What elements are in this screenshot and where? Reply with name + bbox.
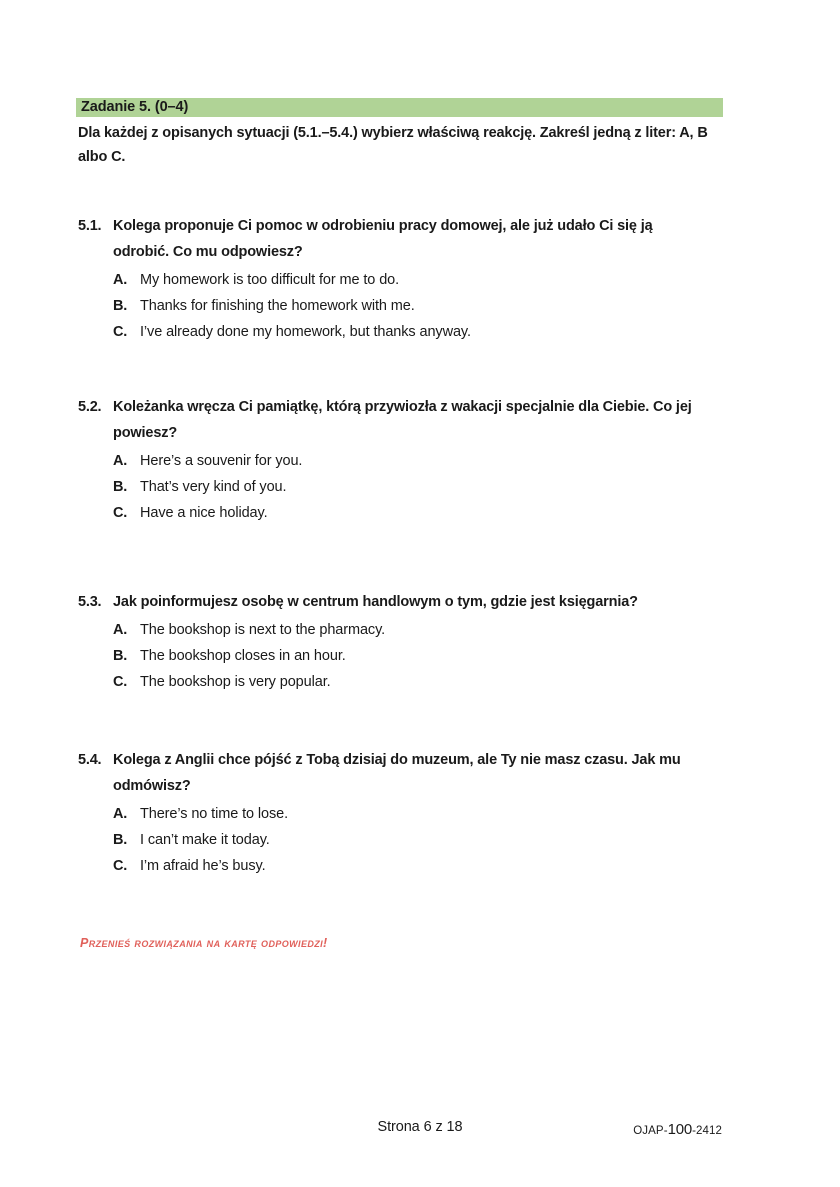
option-letter[interactable]: C. — [113, 674, 128, 690]
page-footer — [0, 1119, 840, 1141]
option-row[interactable] — [0, 293, 840, 319]
option-row[interactable] — [0, 827, 840, 853]
question-block-5-2 — [0, 394, 840, 526]
option-row[interactable] — [0, 319, 840, 345]
option-row[interactable] — [0, 500, 840, 526]
option-letter[interactable]: A. — [113, 272, 128, 288]
question-text: Kolega proponuje Ci pomoc w odrobieniu pracy domowej, ale już udało Ci się ją odrobić. Co mu odpowiesz? — [113, 218, 653, 260]
option-row[interactable] — [0, 669, 840, 695]
option-text: I can’t make it today. — [140, 832, 270, 848]
option-row[interactable] — [0, 853, 840, 879]
question-number: 5.1. — [78, 218, 102, 234]
option-row[interactable] — [0, 617, 840, 643]
option-text: Here’s a souvenir for you. — [140, 453, 303, 469]
option-letter[interactable]: B. — [113, 832, 128, 848]
option-text: The bookshop is next to the pharmacy. — [140, 622, 386, 638]
option-row[interactable] — [0, 267, 840, 293]
option-letter[interactable]: B. — [113, 479, 128, 495]
question-block-5-4 — [0, 747, 840, 879]
question-prompt-row — [0, 213, 840, 265]
option-text: My homework is too difficult for me to do. — [140, 272, 400, 288]
option-letter[interactable]: C. — [113, 858, 128, 874]
option-text: I’ve already done my homework, but thanks anyway. — [140, 324, 471, 340]
question-text: Jak poinformujesz osobę w centrum handlowym o tym, gdzie jest księgarnia? — [113, 594, 638, 610]
option-text: I’m afraid he’s busy. — [140, 858, 266, 874]
option-list — [0, 801, 840, 879]
option-text: The bookshop closes in an hour. — [140, 648, 346, 664]
transfer-answers-note: Przenieś rozwiązania na kartę odpowiedzi! — [80, 936, 328, 950]
option-letter[interactable]: A. — [113, 622, 128, 638]
question-block-5-3 — [0, 589, 840, 695]
option-text: That’s very kind of you. — [140, 479, 287, 495]
option-row[interactable] — [0, 448, 840, 474]
question-prompt-row — [0, 394, 840, 446]
option-list — [0, 617, 840, 695]
task-instruction-text: Dla każdej z opisanych sytuacji (5.1.–5.4.) wybierz właściwą reakcję. Zakreśl jedną z liter: A, B albo C. — [78, 125, 708, 165]
option-row[interactable] — [0, 643, 840, 669]
page-number-label: Strona 6 z 18 — [377, 1119, 463, 1135]
option-letter[interactable]: A. — [113, 453, 128, 469]
option-letter[interactable]: C. — [113, 324, 128, 340]
option-list — [0, 448, 840, 526]
option-text: There’s no time to lose. — [140, 806, 289, 822]
option-list — [0, 267, 840, 345]
option-letter[interactable]: C. — [113, 505, 128, 521]
task-header-label: Zadanie 5. (0–4) — [81, 99, 189, 115]
exam-code-middle: 100 — [667, 1121, 693, 1138]
exam-code-prefix: OJAP- — [633, 1125, 668, 1137]
question-number: 5.2. — [78, 399, 102, 415]
exam-code-suffix: -2412 — [692, 1125, 722, 1137]
option-text: Have a nice holiday. — [140, 505, 268, 521]
option-letter[interactable]: B. — [113, 648, 128, 664]
option-text: The bookshop is very popular. — [140, 674, 331, 690]
question-number: 5.3. — [78, 594, 102, 610]
option-row[interactable] — [0, 474, 840, 500]
option-text: Thanks for finishing the homework with me. — [140, 298, 415, 314]
question-block-5-1 — [0, 213, 840, 345]
question-text: Koleżanka wręcza Ci pamiątkę, którą przywiozła z wakacji specjalnie dla Ciebie. Co jej powiesz? — [113, 399, 692, 441]
option-letter[interactable]: B. — [113, 298, 128, 314]
question-number: 5.4. — [78, 752, 102, 768]
option-letter[interactable]: A. — [113, 806, 128, 822]
exam-code-label — [633, 1121, 722, 1138]
question-text: Kolega z Anglii chce pójść z Tobą dzisiaj do muzeum, ale Ty nie masz czasu. Jak mu odmówisz? — [113, 752, 681, 794]
option-row[interactable] — [0, 801, 840, 827]
question-prompt-row — [0, 589, 840, 615]
question-prompt-row — [0, 747, 840, 799]
